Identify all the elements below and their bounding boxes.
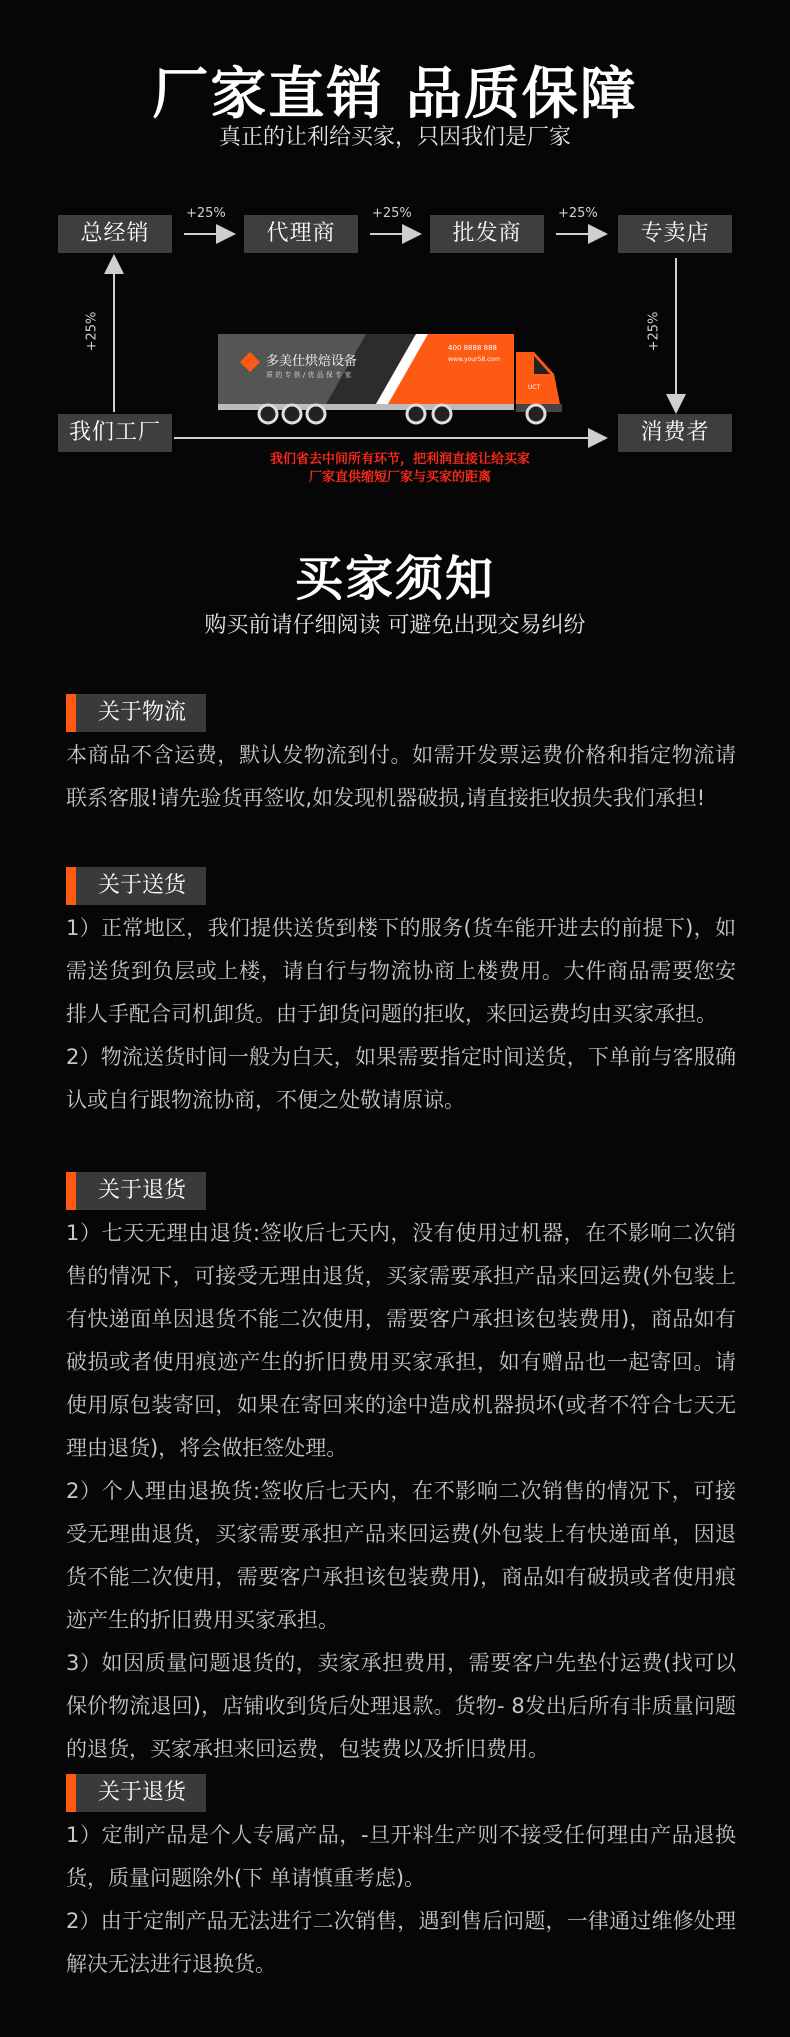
paragraph: 本商品不含运费，默认发物流到付。如需开发票运费价格和指定物流请联系客服!请先验货再签收,如发现机器破损,请直接拒收损失我们承担! xyxy=(66,743,736,810)
section-body-delivery xyxy=(66,907,736,1122)
flow-node-distributor: 总经销 xyxy=(58,215,172,253)
section-accent-bar xyxy=(66,1172,76,1210)
section-title: 关于退货 xyxy=(76,1774,206,1812)
paragraph: 2）物流送货时间一般为白天，如果需要指定时间送货，下单前与客服确认或自行跟物流协商，不便之处敬请原谅。 xyxy=(66,1045,736,1112)
page-subtitle: 真正的让利给买家，只因我们是厂家 xyxy=(218,125,571,150)
section-body-custom-returns xyxy=(66,1814,736,1986)
markup-label-3: +25% xyxy=(558,206,598,221)
page-title: 厂家直销 品质保障 xyxy=(152,62,638,127)
paragraph: 2）个人理由退换货:签收后七天内，在不影响二次销售的情况下，可接受无理曲退货，买家需要承担产品来回运费(外包装上有快递面单，因退货不能二次使用，需要客户承担该包装费用)，商品如有破损或者使用痕迹产生的折旧费用买家承担。 xyxy=(66,1479,736,1632)
notice-title: 买家须知 xyxy=(294,551,495,607)
paragraph: 1）定制产品是个人专属产品，-旦开料生产则不接受任何理由产品退换货，质量问题除外(下 单请慎重考虑)。 xyxy=(66,1823,736,1890)
flow-node-factory: 我们工厂 xyxy=(58,414,172,452)
delivery-truck xyxy=(216,332,566,427)
section-accent-bar xyxy=(66,867,76,905)
truck-tagline: 质 的 专 供 / 优 品 保 专 家 xyxy=(266,371,352,379)
truck-cab-brand: UCT xyxy=(528,384,541,391)
section-body-logistics xyxy=(66,734,736,820)
notice-subtitle: 购买前请仔细阅读 可避免出现交易纠纷 xyxy=(204,613,586,638)
section-title: 关于物流 xyxy=(76,694,206,732)
flow-node-store: 专卖店 xyxy=(618,215,732,253)
section-body-returns xyxy=(66,1212,736,1771)
paragraph: 1）七天无理由退货:签收后七天内，没有使用过机器，在不影响二次销售的情况下，可接受无理由退货，买家需要承担产品来回运费(外包装上有快递面单因退货不能二次使用，需要客户承担该包装费用)，商品如有破损或者使用痕迹产生的折旧费用买家承担，如有赠品也一起寄回。请使用原包装寄回，如果在寄回来的途中造成机器损坏(或者不符合七天无理由退货)，将会做拒签处理。 xyxy=(66,1221,736,1460)
flow-node-wholesaler: 批发商 xyxy=(430,215,544,253)
section-accent-bar xyxy=(66,1774,76,1812)
flow-node-agent: 代理商 xyxy=(244,215,358,253)
flow-slogan-line-1: 我们省去中间所有环节，把利润直接让给买家 xyxy=(269,452,530,467)
truck-phone: 400 8888 888 xyxy=(448,344,497,352)
section-accent-bar xyxy=(66,694,76,732)
markup-label-4: +25% xyxy=(84,311,100,352)
truck-site: www.your58.com xyxy=(448,356,500,363)
paragraph: 2）由于定制产品无法进行二次销售，遇到售后问题，一律通过维修处理解决无法进行退换货。 xyxy=(66,1909,736,1976)
markup-label-5: +25% xyxy=(646,311,662,352)
truck-brand: 多美仕烘焙设备 xyxy=(266,354,358,369)
paragraph: 3）如因质量问题退货的，卖家承担费用，需要客户先垫付运费(找可以保价物流退回)，店铺收到货后处理退款。货物- 8发出后所有非质量问题的退货，买家承担来回运费，包装费以及折旧费用。 xyxy=(66,1651,736,1761)
flow-node-consumer: 消费者 xyxy=(618,414,732,452)
markup-label-1: +25% xyxy=(186,206,226,221)
markup-label-2: +25% xyxy=(372,206,412,221)
flow-slogan-line-2: 厂家直供缩短厂家与买家的距离 xyxy=(308,470,491,485)
distribution-flow-diagram xyxy=(0,190,790,490)
section-title: 关于送货 xyxy=(76,867,206,905)
paragraph: 1）正常地区，我们提供送货到楼下的服务(货车能开进去的前提下)，如需送货到负层或上楼，请自行与物流协商上楼费用。大件商品需要您安排人手配合司机卸货。由于卸货问题的拒收，来回运费均由买家承担。 xyxy=(66,916,736,1026)
section-title: 关于退货 xyxy=(76,1172,206,1210)
